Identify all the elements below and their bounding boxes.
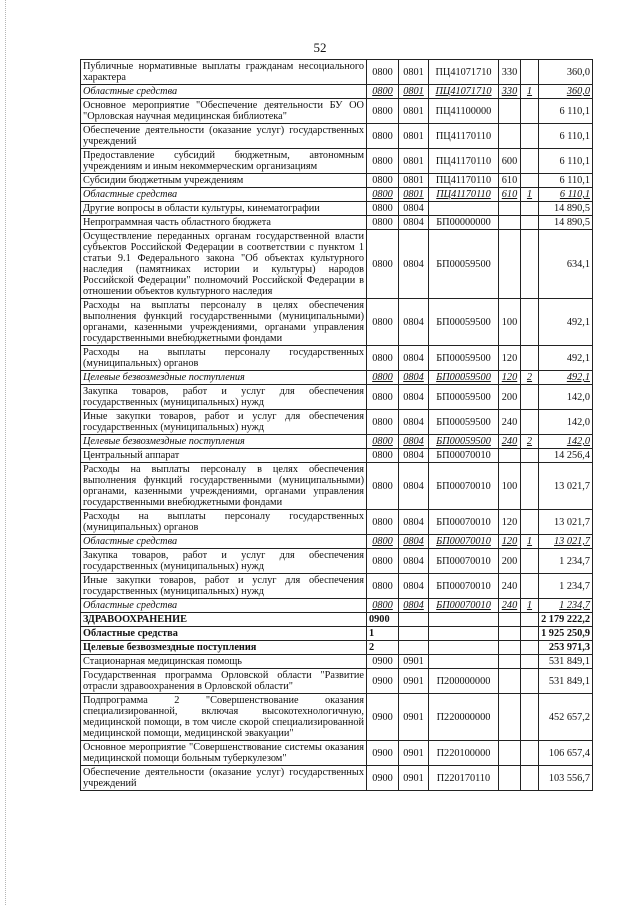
row-target-article [429,655,499,669]
row-target-article [429,613,499,627]
row-source-code: 1 [521,188,539,202]
row-expense-type [499,124,521,149]
row-amount: 452 657,2 [539,694,593,741]
table-row [81,549,593,574]
row-source-code [521,99,539,124]
row-amount: 103 556,7 [539,766,593,791]
row-source-code: 1 [521,85,539,99]
table-row [81,174,593,188]
table-row [81,627,593,641]
row-amount: 14 890,5 [539,216,593,230]
row-source-code [521,627,539,641]
row-name: Субсидии бюджетным учреждениям [81,174,367,188]
row-ved-code: 0800 [367,599,399,613]
row-amount: 531 849,1 [539,669,593,694]
row-ved-code: 0800 [367,371,399,385]
row-name: Стационарная медицинская помощь [81,655,367,669]
table-row [81,535,593,549]
row-target-article: БП00059500 [429,230,499,299]
row-expense-type: 610 [499,174,521,188]
row-expense-type [499,641,521,655]
row-ved-code: 0900 [367,741,399,766]
row-ved-code: 0800 [367,535,399,549]
row-target-article: ПЦ41100000 [429,99,499,124]
row-ved-code: 0900 [367,613,399,627]
row-expense-type [499,669,521,694]
row-ved-code: 1 [367,627,399,641]
row-source-code [521,202,539,216]
row-ved-code: 0800 [367,60,399,85]
row-source-code [521,655,539,669]
table-row [81,766,593,791]
row-name: Областные средства [81,599,367,613]
row-name: Обеспечение деятельности (оказание услуг) государственных учреждений [81,124,367,149]
row-section-code: 0801 [399,124,429,149]
row-ved-code: 0800 [367,346,399,371]
row-amount: 492,1 [539,346,593,371]
table-row [81,510,593,535]
row-expense-type [499,230,521,299]
row-expense-type: 200 [499,385,521,410]
table-row [81,371,593,385]
row-expense-type [499,202,521,216]
row-name: Подпрограмма 2 "Совершенствование оказания специализированной, включая высокотехнологичную, медицинской помощи, в том числе скорой специализированной медицинской помощи, медицинской эвакуации" [81,694,367,741]
row-amount: 1 925 250,9 [539,627,593,641]
row-ved-code: 0800 [367,463,399,510]
row-name: Центральный аппарат [81,449,367,463]
row-source-code [521,410,539,435]
table-row [81,574,593,599]
row-expense-type [499,99,521,124]
row-target-article: БП00070010 [429,549,499,574]
row-source-code [521,694,539,741]
row-source-code [521,385,539,410]
row-expense-type [499,449,521,463]
row-ved-code: 2 [367,641,399,655]
row-name: Закупка товаров, работ и услуг для обеспечения государственных (муниципальных) нужд [81,385,367,410]
row-expense-type: 120 [499,535,521,549]
row-section-code: 0804 [399,449,429,463]
row-expense-type: 100 [499,463,521,510]
row-target-article: БП00059500 [429,410,499,435]
row-name: Областные средства [81,627,367,641]
row-expense-type: 330 [499,60,521,85]
row-amount: 360,0 [539,60,593,85]
row-section-code: 0804 [399,463,429,510]
row-source-code: 1 [521,535,539,549]
row-name: Областные средства [81,85,367,99]
row-source-code [521,216,539,230]
row-source-code [521,124,539,149]
row-target-article: БП00059500 [429,385,499,410]
row-amount: 634,1 [539,230,593,299]
row-target-article: П220000000 [429,694,499,741]
row-source-code [521,149,539,174]
row-section-code: 0804 [399,346,429,371]
row-name: Расходы на выплаты персоналу государственных (муниципальных) органов [81,510,367,535]
row-section-code: 0901 [399,766,429,791]
table-row [81,641,593,655]
row-name: Целевые безвозмездные поступления [81,641,367,655]
row-source-code [521,174,539,188]
row-ved-code: 0800 [367,299,399,346]
row-ved-code: 0800 [367,202,399,216]
row-ved-code: 0800 [367,85,399,99]
row-amount: 2 179 222,2 [539,613,593,627]
row-source-code [521,741,539,766]
row-target-article: ПЦ41170110 [429,174,499,188]
row-expense-type: 240 [499,574,521,599]
row-ved-code: 0900 [367,766,399,791]
margin-dotted-line [5,0,6,905]
row-expense-type [499,741,521,766]
row-ved-code: 0800 [367,410,399,435]
row-section-code: 0804 [399,599,429,613]
row-amount: 492,1 [539,371,593,385]
row-amount: 13 021,7 [539,535,593,549]
row-expense-type: 120 [499,510,521,535]
row-amount: 6 110,1 [539,174,593,188]
row-name: Непрограммная часть областного бюджета [81,216,367,230]
row-expense-type: 240 [499,435,521,449]
row-section-code: 0901 [399,655,429,669]
row-target-article: ПЦ41170110 [429,124,499,149]
row-target-article: П200000000 [429,669,499,694]
row-ved-code: 0800 [367,188,399,202]
row-source-code [521,299,539,346]
row-name: Обеспечение деятельности (оказание услуг) государственных учреждений [81,766,367,791]
row-expense-type [499,766,521,791]
table-row [81,669,593,694]
row-expense-type: 240 [499,599,521,613]
row-ved-code: 0900 [367,694,399,741]
table-row [81,299,593,346]
row-source-code [521,574,539,599]
row-section-code: 0804 [399,230,429,299]
row-section-code [399,627,429,641]
row-name: Государственная программа Орловской области "Развитие отрасли здравоохранения в Орловской области" [81,669,367,694]
row-ved-code: 0800 [367,435,399,449]
row-name: Расходы на выплаты персоналу государственных (муниципальных) органов [81,346,367,371]
budget-table [80,59,593,791]
row-ved-code: 0800 [367,230,399,299]
row-ved-code: 0800 [367,385,399,410]
row-target-article: БП00059500 [429,299,499,346]
row-amount: 13 021,7 [539,463,593,510]
table-row [81,85,593,99]
table-row [81,435,593,449]
row-amount: 1 234,7 [539,599,593,613]
row-target-article: БП00070010 [429,510,499,535]
row-ved-code: 0800 [367,449,399,463]
row-target-article: БП00059500 [429,371,499,385]
row-name: Основное мероприятие "Обеспечение деятельности БУ ОО "Орловская научная медицинская библиотека" [81,99,367,124]
row-amount: 14 256,4 [539,449,593,463]
row-expense-type [499,613,521,627]
row-source-code: 2 [521,371,539,385]
row-name: Закупка товаров, работ и услуг для обеспечения государственных (муниципальных) нужд [81,549,367,574]
row-name: Осуществление переданных органам государственной власти субъектов Российской Федерации в соответствии с пунктом 1 статьи 9.1 Федерального закона "Об объектах культурного наследия (памятниках истории и культуры) народов Российской Федерации" полномочий Российской Федерации в отношении объектов культурного наследия [81,230,367,299]
table-row [81,741,593,766]
row-ved-code: 0800 [367,99,399,124]
row-target-article: ПЦ41071710 [429,85,499,99]
table-row [81,60,593,85]
row-section-code: 0804 [399,510,429,535]
row-section-code: 0801 [399,188,429,202]
row-section-code: 0901 [399,669,429,694]
row-name: ЗДРАВООХРАНЕНИЕ [81,613,367,627]
row-amount: 360,0 [539,85,593,99]
row-ved-code: 0800 [367,124,399,149]
row-source-code [521,641,539,655]
table-row [81,655,593,669]
row-source-code [521,449,539,463]
row-amount: 13 021,7 [539,510,593,535]
row-source-code [521,510,539,535]
row-source-code: 1 [521,599,539,613]
table-row [81,230,593,299]
row-source-code [521,346,539,371]
table-row [81,694,593,741]
row-source-code [521,549,539,574]
row-name: Целевые безвозмездные поступления [81,435,367,449]
row-source-code [521,60,539,85]
row-ved-code: 0800 [367,149,399,174]
row-section-code [399,641,429,655]
row-name: Иные закупки товаров, работ и услуг для обеспечения государственных (муниципальных) нужд [81,574,367,599]
row-amount: 492,1 [539,299,593,346]
row-target-article: БП00070010 [429,463,499,510]
row-target-article: БП00070010 [429,599,499,613]
row-source-code [521,613,539,627]
row-target-article: ПЦ41071710 [429,60,499,85]
row-expense-type: 600 [499,149,521,174]
table-row [81,449,593,463]
row-ved-code: 0800 [367,549,399,574]
row-name: Областные средства [81,535,367,549]
row-target-article: БП00070010 [429,449,499,463]
row-expense-type: 200 [499,549,521,574]
row-name: Другие вопросы в области культуры, кинематографии [81,202,367,216]
row-target-article: БП00059500 [429,435,499,449]
row-amount: 6 110,1 [539,149,593,174]
row-section-code: 0804 [399,371,429,385]
row-target-article [429,627,499,641]
row-section-code: 0804 [399,549,429,574]
row-amount: 142,0 [539,435,593,449]
row-source-code [521,766,539,791]
row-section-code: 0901 [399,741,429,766]
row-source-code [521,669,539,694]
table-row [81,202,593,216]
row-amount: 6 110,1 [539,124,593,149]
row-amount: 142,0 [539,385,593,410]
row-name: Областные средства [81,188,367,202]
row-ved-code: 0800 [367,574,399,599]
row-section-code: 0801 [399,149,429,174]
row-target-article [429,641,499,655]
row-expense-type [499,216,521,230]
row-amount: 1 234,7 [539,574,593,599]
row-target-article: БП00070010 [429,574,499,599]
row-ved-code: 0800 [367,174,399,188]
table-row [81,410,593,435]
page-number: 52 [313,40,327,55]
row-target-article: БП00070010 [429,535,499,549]
row-expense-type: 100 [499,299,521,346]
row-name: Публичные нормативные выплаты гражданам несоциального характера [81,60,367,85]
table-row [81,385,593,410]
row-section-code: 0804 [399,202,429,216]
table-row [81,613,593,627]
row-name: Целевые безвозмездные поступления [81,371,367,385]
row-section-code: 0801 [399,85,429,99]
row-source-code [521,230,539,299]
row-section-code: 0804 [399,535,429,549]
row-ved-code: 0800 [367,216,399,230]
row-amount: 531 849,1 [539,655,593,669]
row-expense-type: 610 [499,188,521,202]
row-expense-type [499,694,521,741]
row-ved-code: 0900 [367,669,399,694]
table-row [81,346,593,371]
table-row [81,463,593,510]
row-name: Расходы на выплаты персоналу в целях обеспечения выполнения функций государственными (муниципальными) органами, казенными учреждениями, органами управления государственными внебюджетными фондами [81,463,367,510]
row-section-code [399,613,429,627]
row-section-code: 0804 [399,216,429,230]
row-target-article: П220100000 [429,741,499,766]
row-ved-code: 0900 [367,655,399,669]
row-section-code: 0801 [399,174,429,188]
row-section-code: 0804 [399,385,429,410]
row-section-code: 0804 [399,299,429,346]
table-row [81,149,593,174]
row-source-code: 2 [521,435,539,449]
row-amount: 14 890,5 [539,202,593,216]
table-row [81,188,593,202]
row-target-article: ПЦ41170110 [429,149,499,174]
row-amount: 6 110,1 [539,99,593,124]
row-ved-code: 0800 [367,510,399,535]
row-target-article: ПЦ41170110 [429,188,499,202]
row-name: Расходы на выплаты персоналу в целях обеспечения выполнения функций государственными (муниципальными) органами, казенными учреждениями, органами управления государственными внебюджетными фондами [81,299,367,346]
row-target-article: П220170110 [429,766,499,791]
row-expense-type: 120 [499,346,521,371]
row-expense-type [499,627,521,641]
row-expense-type: 120 [499,371,521,385]
row-section-code: 0804 [399,435,429,449]
row-target-article: БП00059500 [429,346,499,371]
table-row [81,599,593,613]
table-row [81,216,593,230]
row-amount: 142,0 [539,410,593,435]
row-expense-type [499,655,521,669]
row-target-article: БП00000000 [429,216,499,230]
table-row [81,99,593,124]
row-amount: 106 657,4 [539,741,593,766]
row-section-code: 0901 [399,694,429,741]
row-expense-type: 240 [499,410,521,435]
row-name: Основное мероприятие "Совершенствование системы оказания медицинской помощи больным туберкулезом" [81,741,367,766]
row-amount: 1 234,7 [539,549,593,574]
row-section-code: 0801 [399,99,429,124]
row-section-code: 0804 [399,574,429,599]
row-amount: 6 110,1 [539,188,593,202]
row-source-code [521,463,539,510]
row-section-code: 0801 [399,60,429,85]
row-name: Иные закупки товаров, работ и услуг для обеспечения государственных (муниципальных) нужд [81,410,367,435]
table-row [81,124,593,149]
row-amount: 253 971,3 [539,641,593,655]
row-section-code: 0804 [399,410,429,435]
row-target-article [429,202,499,216]
row-expense-type: 330 [499,85,521,99]
row-name: Предоставление субсидий бюджетным, автономным учреждениям и иным некоммерческим организациям [81,149,367,174]
